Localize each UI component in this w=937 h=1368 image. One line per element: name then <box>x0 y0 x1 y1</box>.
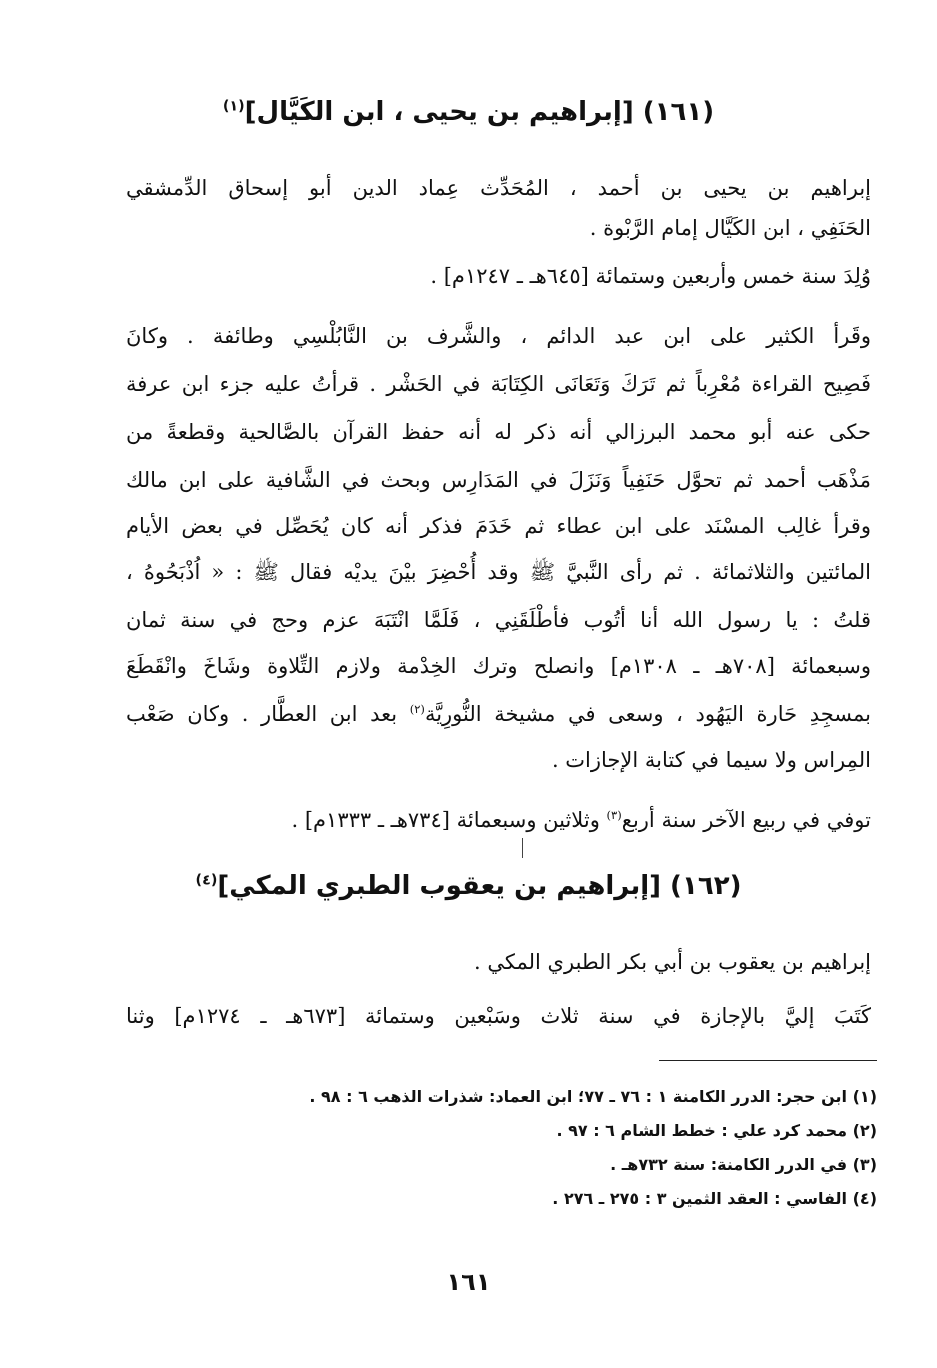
footnote-1: (١) ابن حجر: الدرر الكامنة ١ : ٧٦ ـ ٧٧؛ ابن العماد: شذرات الذهب ٦ : ٩٨ . <box>309 1087 877 1106</box>
footnote-2: (٢) محمد كرد علي : خطط الشام ٦ : ٩٧ . <box>556 1121 877 1140</box>
footnote-ref-3: (٣) <box>606 808 622 822</box>
footnote-3: (٣) في الدرر الكامنة: سنة ٧٣٢هـ . <box>610 1155 877 1174</box>
text-line: فَصِيح القراءة مُعْرِباً ثم تَرَكَ وَتَعَانَى الكِتَابَة في الحَشْر . قرأتُ عليه جزء ابن عرفة <box>126 372 871 396</box>
entry-162-heading <box>0 866 937 906</box>
text-line: كَتَبَ إليَّ بالإجازة في سنة ثلاث وسَبْعين وستمائة [٦٧٣هـ ـ ١٢٧٤م] وثنا <box>126 1004 872 1028</box>
entry-162-heading-text: (١٦٢) [إبراهيم بن يعقوب الطبري المكي] <box>217 871 742 901</box>
text-segment: ثلاثين وسبعمائة [٧٣٤هـ ـ ١٣٣٣م] . <box>291 808 590 832</box>
footnote-ref-1: (١) <box>222 98 245 115</box>
text-line: وقرأ غالِب المسْنَد على ابن عطاء ثم خَدَمَ فذكر أنه كان يُحَصِّل في بعض الأيام <box>126 514 871 538</box>
text-line: وسبعمائة [٧٠٨هـ ـ ١٣٠٨م] وانصلح وترك الخِدْمة ولازم التِّلاوة وشَاخَ وانْقَطَعَ <box>126 654 872 678</box>
text-line: وُلِدَ سنة خمس وأربعين وستمائة [٦٤٥هـ ـ ١٢٤٧م] . <box>430 264 871 288</box>
text-line: إبراهيم بن يحيى بن أحمد ، المُحَدِّث عِماد الدين أبو إسحاق الدِّمشقي <box>126 176 871 200</box>
text-line: وقَرأ الكثير على ابن عبد الدائم ، والشَّرف بن النَّابُلْسِي وطائفة . وكانَ <box>126 324 871 348</box>
text-line: المائتين والثلاثمائة . ثم رأى النَّبيَّ ﷺ وقد أُحْضِرَ بيْنَ يديْه فقال ﷺ : « اُذْبَحُوهُ ، <box>126 560 871 584</box>
page-number: ١٦١ <box>446 1268 491 1296</box>
text-line-with-note <box>126 800 871 840</box>
entry-161-heading-text: (١٦١) [إبراهيم بن يحيى ، ابن الكَيَّال] <box>244 97 715 127</box>
text-line: إبراهيم بن يعقوب بن أبي بكر الطبري المكي . <box>474 950 871 974</box>
footnote-4: (٤) الفاسي : العقد الثمين ٣ : ٢٧٥ ـ ٢٧٦ . <box>552 1189 877 1208</box>
text-line-with-note <box>126 694 871 734</box>
entry-161-heading <box>0 92 937 132</box>
print-mark <box>522 838 523 858</box>
text-segment: توفي في ربيع الآخر سنة أربع <box>621 808 871 832</box>
text-segment: بمسجِدِ حَارة اليَهُود ، وسعى في مشيخة النُّورِيَّة <box>424 702 871 726</box>
text-line: حكى عنه أبو محمد البرزالي أنه ذكر له أنه حفظ القرآن بالصَّالحية وقطعةً من <box>126 420 871 444</box>
text-segment: بعد ابن العطَّار . وكان صَعْب <box>126 702 398 726</box>
text-line: مَذْهَب أحمد ثم تحوَّل حَنَفِياً وَنَزَلَ في المَدَارِس وبحث في الشَّافية على ابن مالك <box>126 468 871 492</box>
text-segment: و <box>589 808 600 832</box>
footnote-ref-4: (٤) <box>195 872 218 889</box>
footnote-ref-2: (٢) <box>409 702 425 716</box>
text-line: قلتُ : يا رسول الله أنا أتُوب فأطْلَقَنِي ، فَلَمَّا انْتَبَهَ عزم وحج في سنة ثمان <box>126 608 871 632</box>
footnote-separator <box>659 1060 877 1061</box>
text-line: المِراس ولا سيما في كتابة الإجازات . <box>551 748 871 772</box>
text-line: الحَنَفِي ، ابن الكَيَّال إمام الرَّبْوة . <box>589 216 871 240</box>
